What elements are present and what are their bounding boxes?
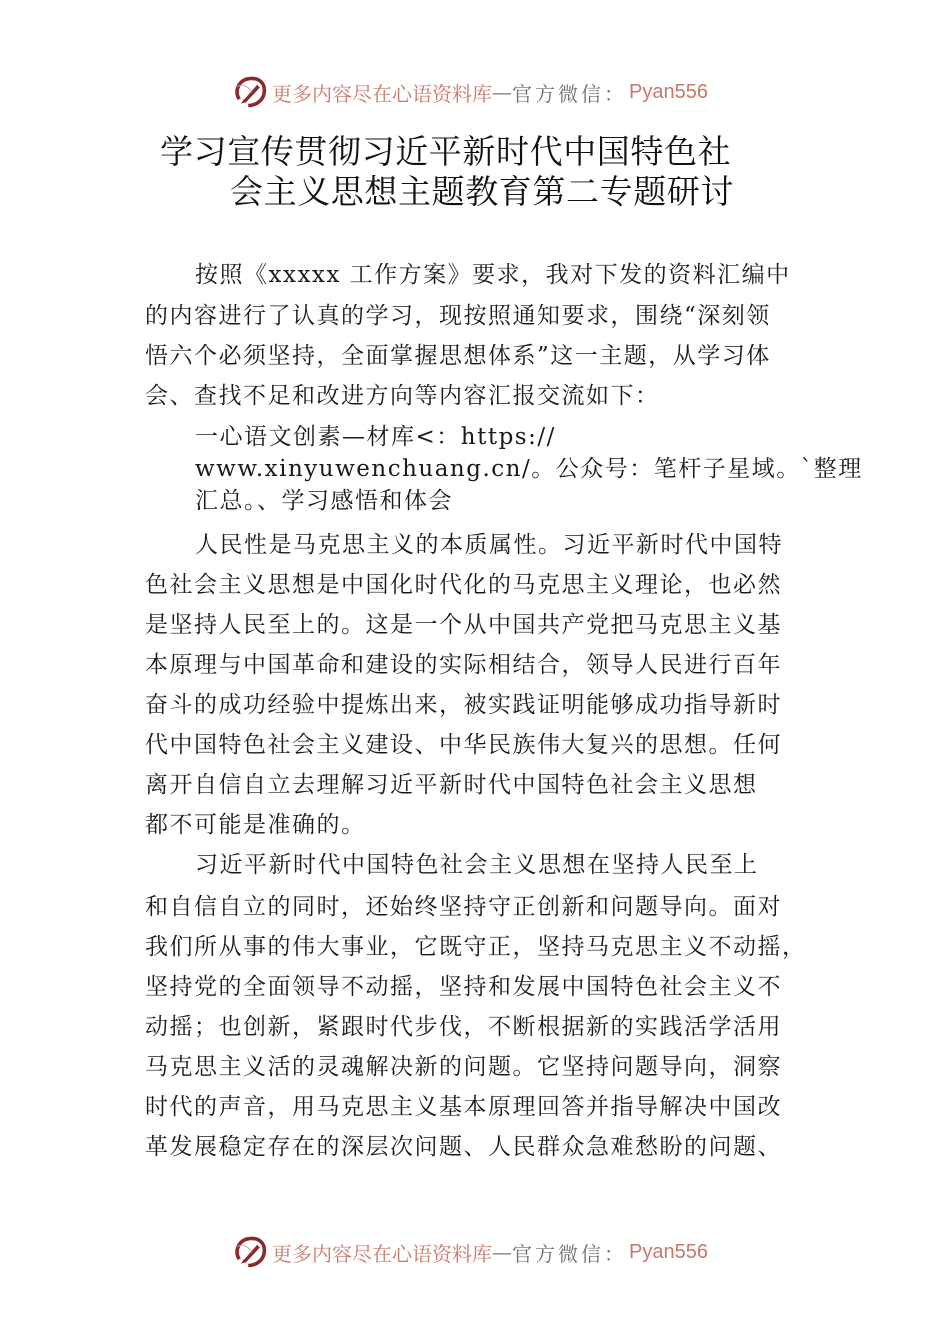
text-line: 马克思主义活的灵魂解决新的问题。它坚持问题导向，洞察 [145,1054,782,1080]
text-line: 都不可能是准确的。 [145,812,366,838]
wechat-label: 官方微信： [512,1241,627,1266]
wechat-id: Pyan556 [629,1240,708,1263]
text-line: 是坚持人民至上的。这是一个从中国共产党把马克思主义基 [145,612,782,638]
quill-pen-logo-icon [232,74,268,110]
brand-text: 更多内容尽在心语资料库 [272,1241,492,1266]
text-line: 我们所从事的伟大事业，它既守正，坚持马克思主义不动摇， [145,934,807,960]
text-line: 离开自信自立去理解习近平新时代中国特色社会主义思想 [145,772,758,798]
text-line: 按照《xxxxx 工作方案》要求，我对下发的资料汇编中 [195,262,791,288]
text-line: 人民性是马克思主义的本质属性。习近平新时代中国特 [195,532,783,558]
brand-text: 更多内容尽在心语资料库 [272,81,492,106]
separator: — [492,80,512,104]
text-line: 一心语文创素—材库<：https:// [195,424,556,450]
text-line: 坚持党的全面领导不动摇，坚持和发展中国特色社会主义不 [145,974,782,1000]
text-line: 会、查找不足和改进方向等内容汇报交流如下： [145,383,660,409]
text-line: 奋斗的成功经验中提炼出来，被实践证明能够成功指导新时 [145,692,782,718]
text-line: 革发展稳定存在的深层次问题、人民群众急难愁盼的问题、 [145,1134,782,1160]
text-line: 和自信自立的同时，还始终坚持守正创新和问题导向。面对 [145,894,782,920]
text-line: 悟六个必须坚持，全面掌握思想体系”这一主题，从学习体 [145,343,771,369]
text-line: 汇总。、学习感悟和体会 [195,488,453,514]
text-line: 动摇；也创新，紧跟时代步伐，不断根据新的实践活学活用 [145,1014,782,1040]
text-line: 习近平新时代中国特色社会主义思想在坚持人民至上 [195,852,759,878]
text-line: 本原理与中国革命和建设的实际相结合，领导人民进行百年 [145,652,782,678]
separator: — [492,1240,512,1264]
footer-banner [232,1232,708,1272]
text-line: 时代的声音，用马克思主义基本原理回答并指导解决中国改 [145,1094,782,1120]
text-line: 色社会主义思想是中国化时代化的马克思主义理论，也必然 [145,572,782,598]
header-banner [232,72,708,112]
wechat-label: 官方微信： [512,81,627,106]
text-line: www.xinyuwenchuang.cn/。公众号：笔杆子星域。`整理 [195,456,863,482]
title-line-1: 学习宣传贯彻习近平新时代中国特色社 [160,132,732,171]
wechat-id: Pyan556 [629,80,708,103]
title-line-2: 会主义思想主题教育第二专题研讨 [230,172,734,211]
text-line: 代中国特色社会主义建设、中华民族伟大复兴的思想。任何 [145,732,782,758]
quill-pen-logo-icon [232,1234,268,1270]
text-line: 的内容进行了认真的学习，现按照通知要求，围绕“深刻领 [145,303,771,329]
